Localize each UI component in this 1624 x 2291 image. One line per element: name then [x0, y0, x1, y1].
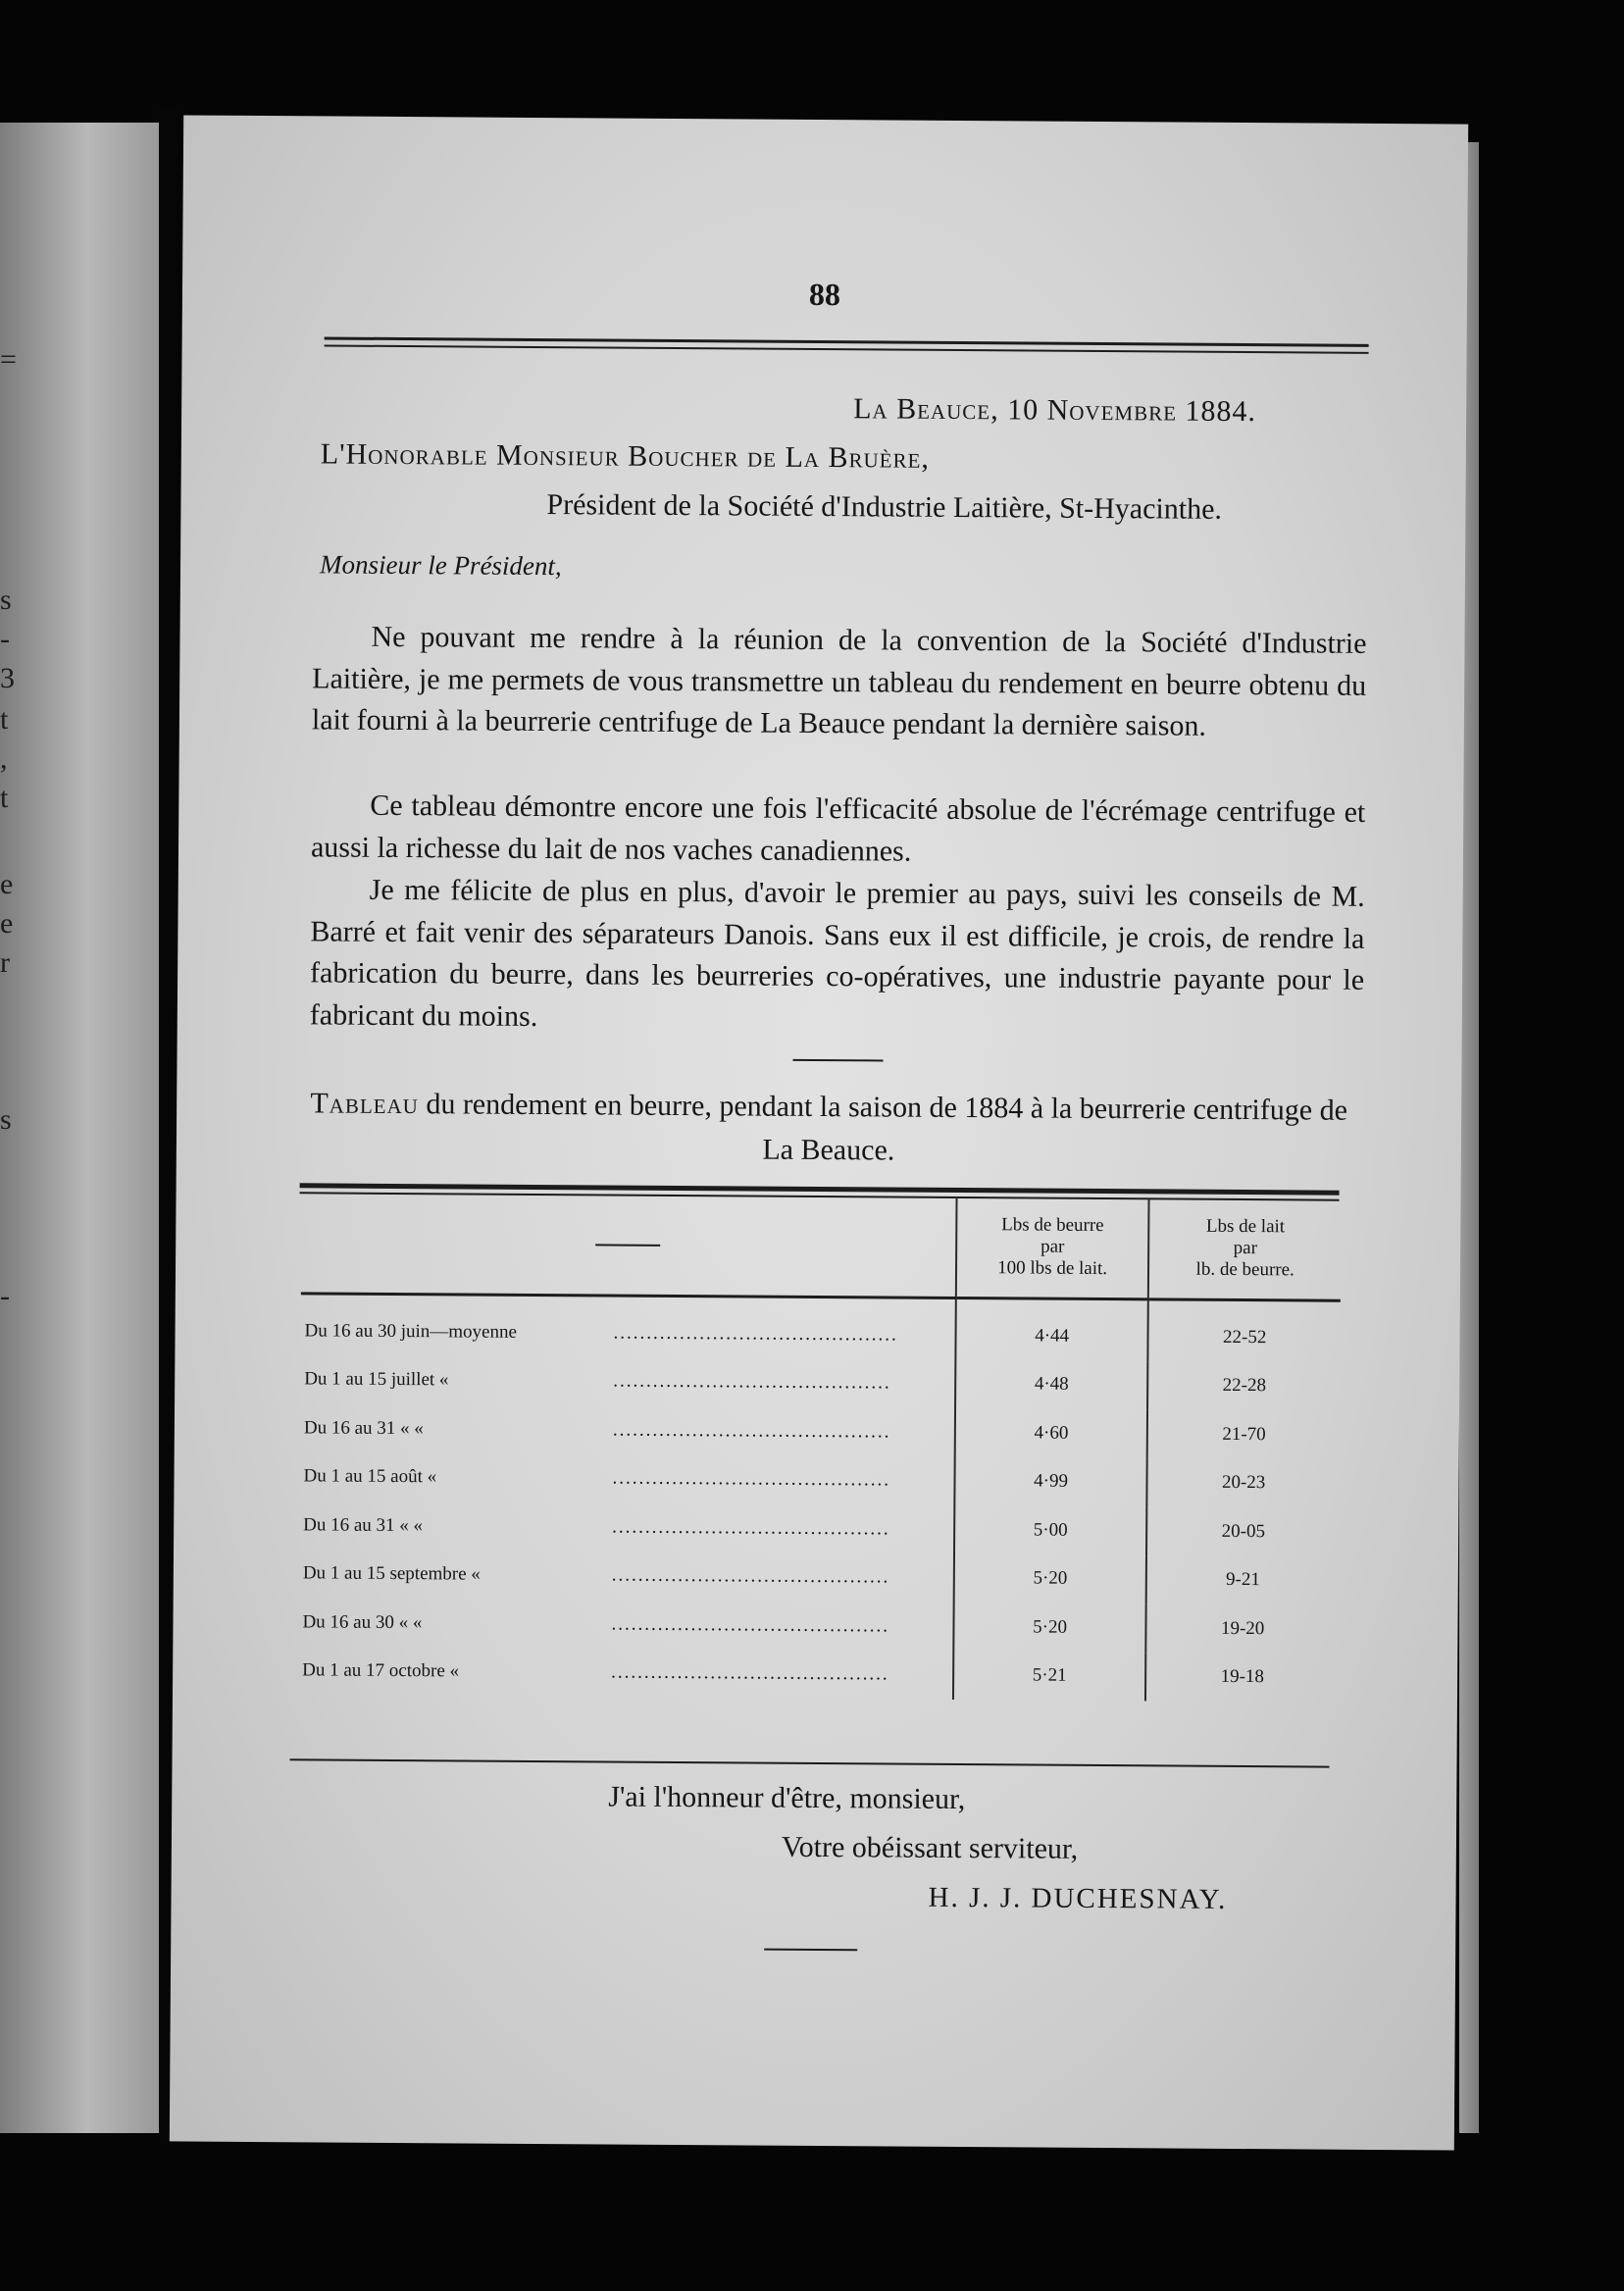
leader-dots: ..........................................: [613, 1370, 891, 1394]
book-page: [170, 115, 1468, 2150]
dateline: La Beauce, 10 Novembre 1884.: [853, 392, 1257, 429]
leader-dots: ..........................................: [612, 1419, 891, 1443]
row-label-cell: [299, 1452, 954, 1505]
header-a-line-1: Lbs de beurre: [1001, 1214, 1104, 1237]
facing-page-fragment: t: [0, 703, 9, 736]
table-row: [298, 1647, 1338, 1703]
row-label-cell: [299, 1501, 954, 1553]
facing-page-fragment: -: [0, 623, 10, 655]
table-bottom-rule: [290, 1758, 1330, 1767]
closing-line-1: J'ai l'honneur d'être, monsieur,: [608, 1780, 966, 1816]
closing-divider: [764, 1949, 857, 1952]
row-label-cell: [300, 1294, 955, 1360]
facing-page-edge: [0, 123, 159, 2133]
table-caption-lead: Tableau: [310, 1087, 419, 1121]
butter-per-100-lbs-value: 4·44: [955, 1298, 1148, 1360]
milk-per-lb-value: 21-70: [1147, 1409, 1340, 1459]
table-row: [299, 1550, 1339, 1605]
butter-per-100-lbs-value: 5·21: [953, 1651, 1146, 1701]
butter-yield-table: [298, 1192, 1342, 1702]
milk-per-lb-value: 22-28: [1147, 1361, 1340, 1411]
facing-page-fragment: r: [0, 946, 10, 979]
row-period: Du 1 au 15 septembre «: [302, 1562, 481, 1585]
closing-line-2: Votre obéissant serviteur,: [781, 1830, 1079, 1865]
row-period: Du 16 au 31 « «: [303, 1514, 424, 1536]
milk-per-lb-value: 9-21: [1146, 1555, 1339, 1605]
header-b-line-2: par: [1233, 1237, 1258, 1259]
facing-page-fragment: s: [0, 1103, 12, 1136]
leader-dots: ..........................................: [611, 1661, 889, 1685]
facing-page-fragment: =: [0, 343, 17, 376]
table-header-row: [301, 1192, 1342, 1300]
facing-page-fragment: ,: [0, 742, 8, 775]
row-period: Du 16 au 30 juin—moyenne: [304, 1320, 518, 1343]
milk-per-lb-value: 19-18: [1145, 1653, 1338, 1703]
header-b-line-3: lb. de beurre.: [1195, 1258, 1294, 1281]
letter-paragraph-2: Ce tableau démontre encore une fois l'efficacité absolue de l'écrémage centrifuge et aussi la richesse du lait de nos vaches canadiennes.: [310, 789, 1366, 868]
facing-page-fragment: 3: [0, 662, 15, 694]
table-row: [299, 1501, 1339, 1556]
milk-per-lb-value: 20-05: [1146, 1506, 1339, 1556]
addressee-title: Président de la Société d'Industrie Laitière, St-Hyacinthe.: [546, 488, 1223, 526]
header-butter-per-100-lbs-milk: [956, 1196, 1149, 1299]
leader-dots: ..........................................: [611, 1613, 890, 1637]
facing-page-fragment: s: [0, 584, 12, 616]
header-a-line-2: par: [1040, 1236, 1065, 1257]
table-caption-text: du rendement en beurre, pendant la saison de 1884 à la beurrerie centrifuge de La Beauce.: [426, 1088, 1348, 1167]
milk-per-lb-value: 20-23: [1147, 1458, 1340, 1508]
milk-per-lb-value: 19-20: [1146, 1604, 1339, 1654]
milk-per-lb-value: 22-52: [1148, 1299, 1341, 1362]
page-number: 88: [808, 276, 841, 313]
blank-header-dash: [596, 1244, 661, 1246]
header-a-line-3: 100 lbs de lait.: [997, 1257, 1108, 1280]
butter-per-100-lbs-value: 5·00: [954, 1505, 1147, 1555]
table-row: [298, 1598, 1338, 1654]
leader-dots: ...........................................: [613, 1322, 898, 1346]
row-label-cell: [300, 1403, 955, 1456]
row-label-cell: [298, 1647, 953, 1700]
leader-dots: ..........................................: [611, 1564, 890, 1588]
butter-per-100-lbs-value: 5·20: [953, 1603, 1146, 1653]
table-row: [300, 1403, 1340, 1459]
header-b-line-1: Lbs de lait: [1205, 1215, 1286, 1238]
butter-per-100-lbs-value: 4·60: [955, 1408, 1148, 1458]
letter-paragraph-3: Je me félicite de plus en plus, d'avoir le premier au pays, suivi les conseils de M. Barré et fait venir des séparateurs Danois. Sans eux il est difficile, je crois, de rendre la fabrication du beurre, dans les beurreries co-opératives, une industrie payante pour le fabricant du moins.: [309, 873, 1365, 1033]
signature: H. J. J. DUCHESNAY.: [928, 1881, 1228, 1915]
table-row: [300, 1294, 1340, 1362]
row-period: Du 1 au 15 août «: [303, 1465, 437, 1488]
letter-paragraph-1: Ne pouvant me rendre à la réunion de la convention de la Société d'Industrie Laitière, je me permets de vous transmettre un tableau du rendement en beurre obtenu du lait fourni à la beurrerie centrifuge de La Beauce pendant la dernière saison.: [311, 620, 1367, 742]
salutation: Monsieur le Président,: [319, 549, 562, 582]
row-period: Du 16 au 31 « «: [303, 1417, 424, 1439]
header-milk-per-lb-butter: [1148, 1197, 1341, 1300]
row-label-cell: [299, 1550, 954, 1603]
row-label-cell: [298, 1598, 953, 1651]
leader-dots: ..........................................: [612, 1516, 890, 1540]
row-period: Du 1 au 17 octobre «: [302, 1659, 460, 1682]
leader-dots: ..........................................: [612, 1467, 891, 1491]
header-label-column: [301, 1192, 957, 1298]
facing-page-fragment: e: [0, 907, 14, 940]
row-label-cell: [300, 1355, 955, 1408]
butter-per-100-lbs-value: 4·99: [954, 1456, 1147, 1506]
row-period: Du 16 au 30 « «: [302, 1611, 423, 1633]
butter-per-100-lbs-value: 4·48: [955, 1359, 1148, 1409]
table-row: [299, 1452, 1339, 1508]
table-caption: [299, 1082, 1359, 1176]
header-rule: [325, 336, 1369, 346]
facing-page-fragment: -: [0, 1280, 10, 1312]
facing-page-fragment: t: [0, 782, 9, 814]
table-row: [300, 1355, 1340, 1411]
facing-page-fragment: e: [0, 868, 14, 900]
addressee-name: L'Honorable Monsieur Boucher de La Bruère,: [320, 437, 931, 475]
row-period: Du 1 au 15 juillet «: [304, 1368, 449, 1391]
section-divider: [793, 1059, 884, 1062]
butter-per-100-lbs-value: 5·20: [954, 1553, 1147, 1604]
